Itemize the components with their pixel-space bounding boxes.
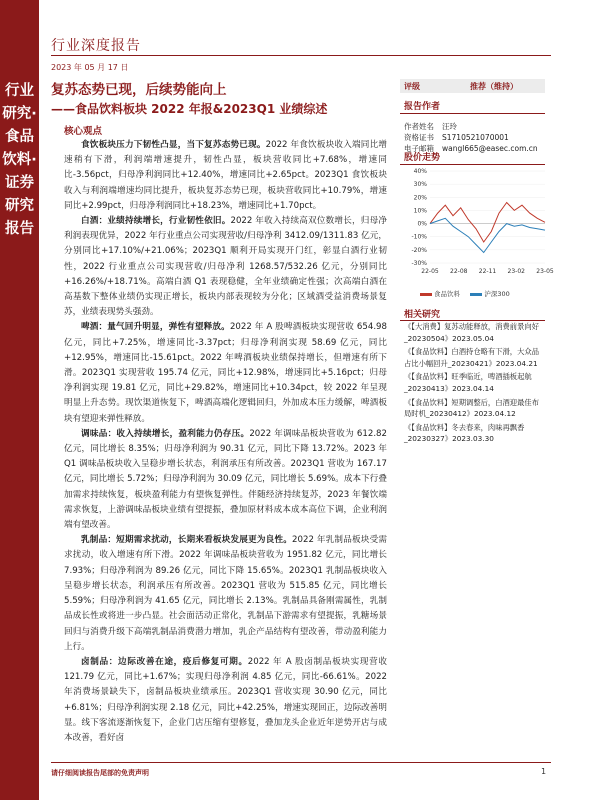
x-tick-label: 23-05	[536, 268, 554, 275]
paragraph-lead: 调味品：收入持续增长，盈利能力仍存压。	[81, 428, 250, 439]
legend-swatch-food	[420, 293, 432, 296]
paragraph-text: 2022 年食饮板块收入端同比增速稍有下滑，利润端增速提升，韧性凸显，板块营收同比+7.68%，增速同比-3.56pct，归母净利润同比+12.40%，增速同比+2.65pct。2023Q1 食饮板块收入与利润端增速均同比提升，板块复苏态势已现，板块营收同比+10.79%，增速同比+2.99pct，归母净利润同比+18.23%，增速同比+1.70pct。	[64, 140, 387, 211]
footer-divider	[51, 762, 551, 763]
legend-swatch-hs300	[470, 293, 482, 296]
x-tick-label: 22-05	[421, 268, 439, 275]
core-paragraph	[64, 214, 387, 320]
related-report-link[interactable]: 《【食品饮料】白酒持仓略有下滑，大众品占比小幅回升_20230421》2023.04.21	[404, 347, 539, 368]
paragraph-lead: 卤制品：边际改善在途，疫后修复可期。	[81, 656, 248, 667]
analyst-row	[404, 132, 546, 143]
chart-legend	[420, 289, 510, 298]
y-tick-label: 30%	[413, 181, 427, 189]
paragraph-text: 2022 年 A 股卤制品板块实现营收 121.79 亿元，同比+1.67%；实现归母净利润 4.85 亿元，同比-66.61%。2022 年消费场景缺失下，卤制品板块业绩承压。2023Q1 营收实现 30.90 亿元，同比+6.81%；归母净利润实现 2.18 亿元，同比+42.25%，增速实现回正，边际改善明显。线下客流逐渐恢复下，企业门店压缩有望修复，叠加龙头企业近年逆势开店与成本改善，看好卤	[64, 656, 387, 743]
paragraph-lead: 白酒：业绩持续增长，行业韧性依旧。	[81, 216, 231, 227]
series-line-food-beverage	[430, 203, 545, 243]
footer-disclaimer: 请仔细阅读报告尾部的免责声明	[51, 769, 149, 777]
y-tick-label: 0%	[417, 220, 427, 228]
core-heading: 核心观点	[64, 126, 103, 137]
analyst-row	[404, 121, 546, 132]
legend-label-hs300: 沪深300	[484, 290, 510, 298]
stock-trend-chart	[400, 163, 554, 298]
related-heading: 相关研究	[404, 310, 441, 320]
related-list	[404, 321, 546, 447]
core-paragraph	[64, 655, 387, 746]
y-tick-label: -10%	[411, 233, 427, 241]
rating-value: 推荐（维持）	[470, 82, 518, 91]
analyst-key: 资格证书	[404, 133, 434, 142]
related-report-link[interactable]: 《【大消费】复苏动能释放，消费前景向好_20230504》2023.05.04	[404, 322, 539, 343]
related-report-link[interactable]: 《【食品饮料】短期调整后，白酒迎最佳布局时机_20230412》2023.04.12	[404, 397, 539, 419]
x-tick-label: 22-08	[450, 268, 468, 275]
x-tick-label: 23-02	[507, 268, 525, 275]
paragraph-text: 2022 年乳制品板块受需求扰动，收入增速有所下滑。2022 年调味品板块营收为 1951.82 亿元，同比增长 7.93%；归母净利润为 89.26 亿元，同比下降 15.65%。2023Q1 乳制品板块收入呈稳步增长状态，利润承压有所改善。2023Q1 营收为 515.85 亿元，同比增长 5.59%；归母净利润为 41.65 亿元，同比增长 2.13%。乳制品具备刚需属性，乳制品成长性或将进一步凸显。社会面活动正常化，乳制品下游需求有望提振，乳糖场景回归与消费升级下高端乳制品消费潜力增加，乳企产品结构有望改善，带动盈利能力上行。	[64, 535, 387, 652]
paragraph-lead: 食饮板块压力下韧性凸显，当下复苏态势已现。	[81, 140, 266, 150]
core-paragraph	[64, 427, 387, 533]
related-report-link[interactable]: 《【食品饮料】冬去春来，肉味再飘香_20230327》2023.03.30	[404, 422, 525, 444]
sub-title: ——食品饮料板块 2022 年报&2023Q1 业绩综述	[51, 102, 328, 116]
y-tick-label: -20%	[411, 246, 427, 254]
reporter-divider	[400, 113, 545, 114]
legend-label-food: 食品饮料	[434, 290, 460, 298]
analyst-name: 汪玲	[442, 122, 457, 131]
header-divider	[51, 55, 551, 56]
paragraph-text: 2022 年收入持续高双位数增长，归母净利润表现优异，2022 年行业重点公司实现营收/归母净利 3412.09/1311.83 亿元，分别同比+17.10%/+21.06%；2023Q1 顺利开局实现开门红，彰显白酒行业韧性，2022 行业重点公司实现营收/归母净利 1268.57/532.26 亿元，分别同比+16.26%/+18.71%。高端白酒 Q1 表现稳健，全年业绩确定性强；次高端白酒在高基数下整体业绩仍实现正增长，板块内部表现较为分化；区域酒受益消费场景复苏，业绩表现势头强劲。	[64, 216, 387, 318]
paragraph-lead: 啤酒：量气回升明显，弹性有望释放。	[81, 322, 230, 333]
paragraph-lead: 乳制品：短期需求扰动，长期来看板块发展更为良性。	[81, 535, 293, 546]
core-paragraph	[64, 138, 387, 214]
core-paragraph	[64, 533, 387, 655]
main-title: 复苏态势已现，后续势能向上	[51, 82, 227, 98]
analyst-cert: S1710521070001	[442, 133, 509, 142]
related-report-link[interactable]: 《【食品饮料】旺季临近，啤酒插板起航_20230413》2023.04.14	[404, 372, 532, 393]
analyst-email[interactable]: wangl665@easec.com.cn	[442, 144, 538, 153]
x-tick-label: 22-11	[478, 268, 497, 275]
rating-label: 评级	[404, 82, 420, 91]
reporter-heading: 报告作者	[404, 102, 441, 112]
report-type-title: 行业深度报告	[51, 38, 141, 54]
trend-heading: 股价走势	[404, 153, 441, 163]
sidebar-category-text: 行业研究·食品饮料·证券研究报告	[2, 83, 37, 237]
sidebar-band	[0, 0, 39, 800]
analyst-key: 电子邮箱	[404, 144, 434, 153]
core-body	[64, 138, 387, 763]
analyst-key: 作者姓名	[404, 122, 434, 131]
paragraph-text: 2022 年调味品板块营收为 612.82 亿元，同比增长 8.35%；归母净利润为 90.31 亿元，同比下降 13.72%。2023 年 Q1 调味品板块收入呈稳步增长状态，利润承压有所改善。2023Q1 营收为 167.17 亿元，同比增长 5.72%；归母净利润为 30.09 亿元，同比增长 5.69%。成本下行叠加需求持续恢复，板块盈利能力有望恢复弹性。伴随经济持续复苏，2023 年餐饮端需求恢复，上游调味品板块业绩有望提振，叠加原材料成本成本高位下调，企业利润端有望改善。	[64, 428, 387, 531]
y-tick-label: 20%	[413, 194, 427, 202]
y-tick-label: 10%	[413, 207, 427, 215]
page-number: 1	[541, 767, 547, 776]
paragraph-text: 2022 年 A 股啤酒板块实现营收 654.98 亿元，同比+7.25%，增速同比-3.37pct；归母净利润实现 58.69 亿元，同比+12.95%，增速同比-15.61pct。2022 年啤酒板块业绩保持增长，但增速有所下滑。2023Q1 实现营收 195.74 亿元，同比+12.98%，增速同比+5.16pct；归母净利润实现 19.81 亿元，同比+29.82%，增速同比+10.34pct，较 2022 年呈现明显上升态势。现饮渠道恢复下，啤酒高端化逻辑回归，外加成本压力缓解，啤酒板块有望迎来弹性释放。	[64, 322, 387, 424]
report-date: 2023 年 05 月 17 日	[51, 63, 129, 72]
core-paragraph	[64, 320, 387, 426]
y-tick-label: 40%	[413, 168, 427, 175]
y-tick-label: -30%	[411, 260, 427, 267]
